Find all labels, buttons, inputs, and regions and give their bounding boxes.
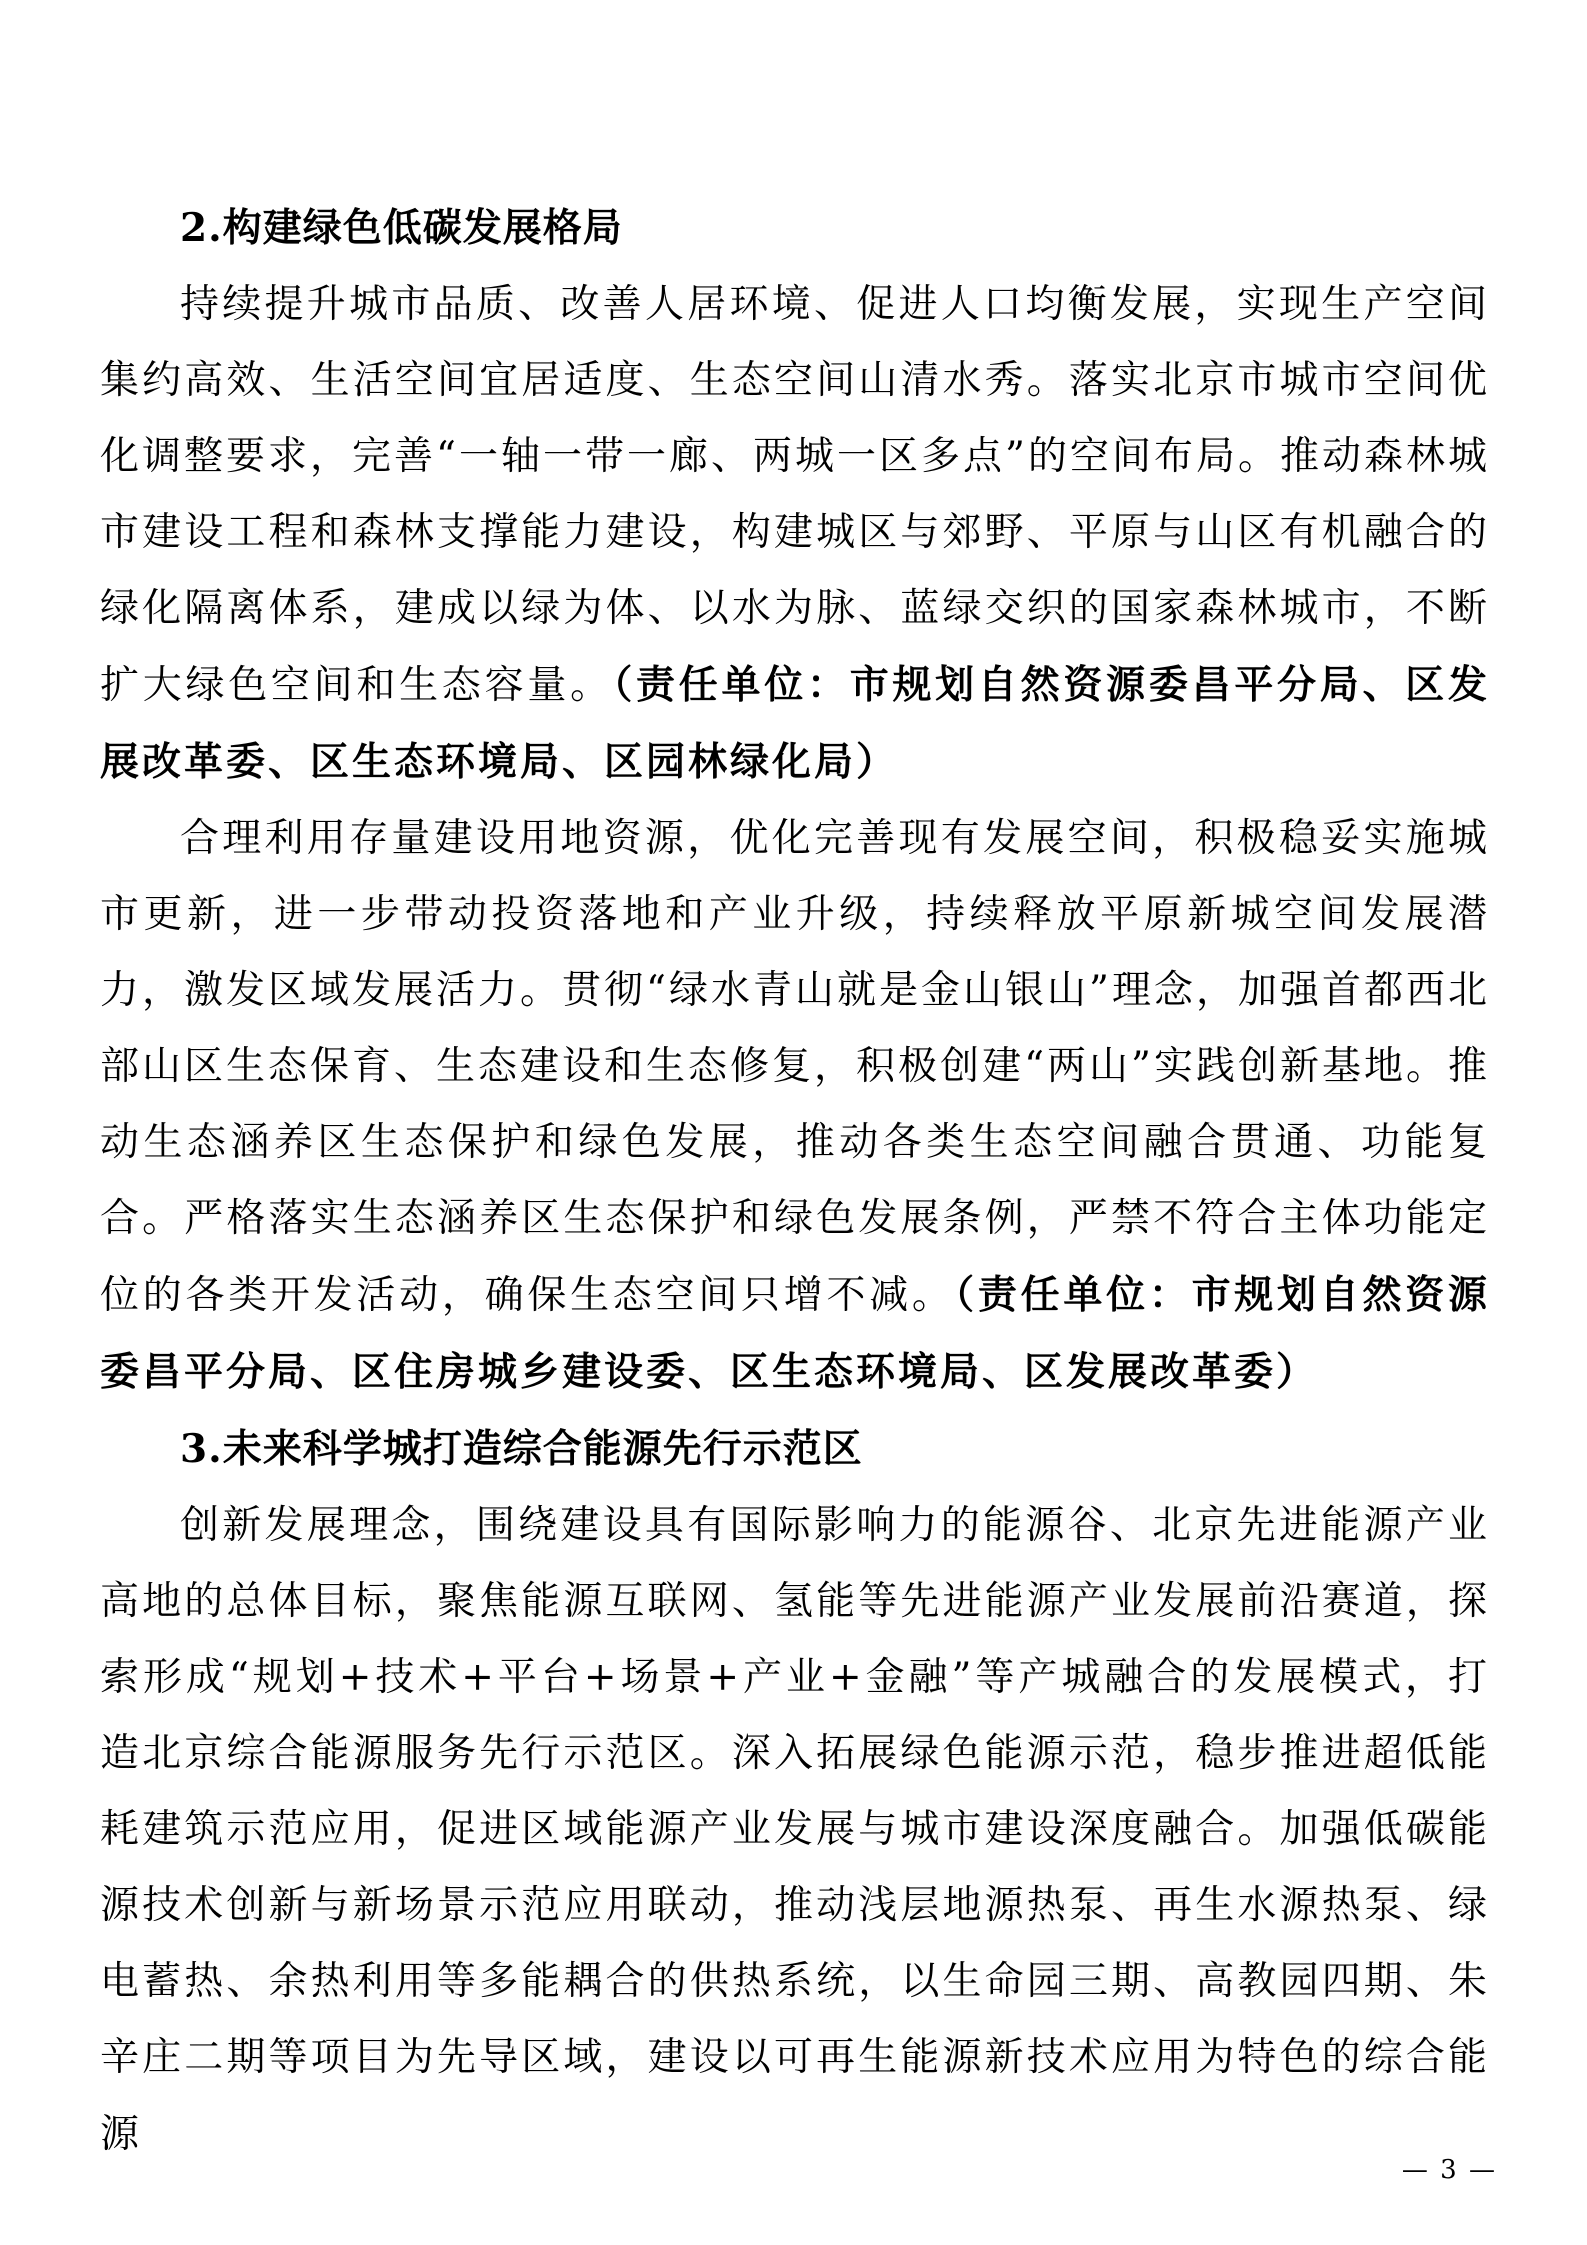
responsibility-units: （责任单位：市规划自然资源委昌平分局、区发展改革委、区生态环境局、区园林绿化局） [100,662,1490,785]
document-page [100,190,1490,2173]
page-number: — 3 — [1401,2155,1497,2185]
responsibility-units: （责任单位：市规划自然资源委昌平分局、区住房城乡建设委、区生态环境局、区发展改革委） [100,1272,1490,1395]
paragraph-land-use [100,801,1490,1411]
paragraph-urban-quality [100,267,1490,801]
section-heading-green-low-carbon: 2.构建绿色低碳发展格局 [180,205,623,251]
paragraph-body: 持续提升城市品质、改善人居环境、促进人口均衡发展，实现生产空间集约高效、生活空间宜居适度、生态空间山清水秀。落实北京市城市空间优化调整要求，完善“一轴一带一廊、两城一区多点”的空间布局。推动森林城市建设工程和森林支撑能力建设，构建城区与郊野、平原与山区有机融合的绿化隔离体系，建成以绿为体、以水为脉、蓝绿交织的国家森林城市，不断扩大绿色空间和生态容量。 [100,282,1490,708]
paragraph-body: 创新发展理念，围绕建设具有国际影响力的能源谷、北京先进能源产业高地的总体目标，聚焦能源互联网、氢能等先进能源产业发展前沿赛道，探索形成“规划+技术+平台+场景+产业+金融”等产城融合的发展模式，打造北京综合能源服务先行示范区。深入拓展绿色能源示范，稳步推进超低能耗建筑示范应用，促进区域能源产业发展与城市建设深度融合。加强低碳能源技术创新与新场景示范应用联动，推动浅层地源热泵、再生水源热泵、绿电蓄热、余热利用等多能耦合的供热系统，以生命园三期、高教园四期、朱辛庄二期等项目为先导区域，建设以可再生能源新技术应用为特色的综合能源 [100,1503,1490,2157]
paragraph-energy-innovation [100,1488,1490,2173]
section-heading-energy-demo-zone: 3.未来科学城打造综合能源先行示范区 [180,1426,863,1472]
paragraph-body: 合理利用存量建设用地资源，优化完善现有发展空间，积极稳妥实施城市更新，进一步带动投资落地和产业升级，持续释放平原新城空间发展潜力，激发区域发展活力。贯彻“绿水青山就是金山银山”理念，加强首都西北部山区生态保育、生态建设和生态修复，积极创建“两山”实践创新基地。推动生态涵养区生态保护和绿色发展，推动各类生态空间融合贯通、功能复合。严格落实生态涵养区生态保护和绿色发展条例，严禁不符合主体功能定位的各类开发活动，确保生态空间只增不减。 [100,816,1490,1318]
